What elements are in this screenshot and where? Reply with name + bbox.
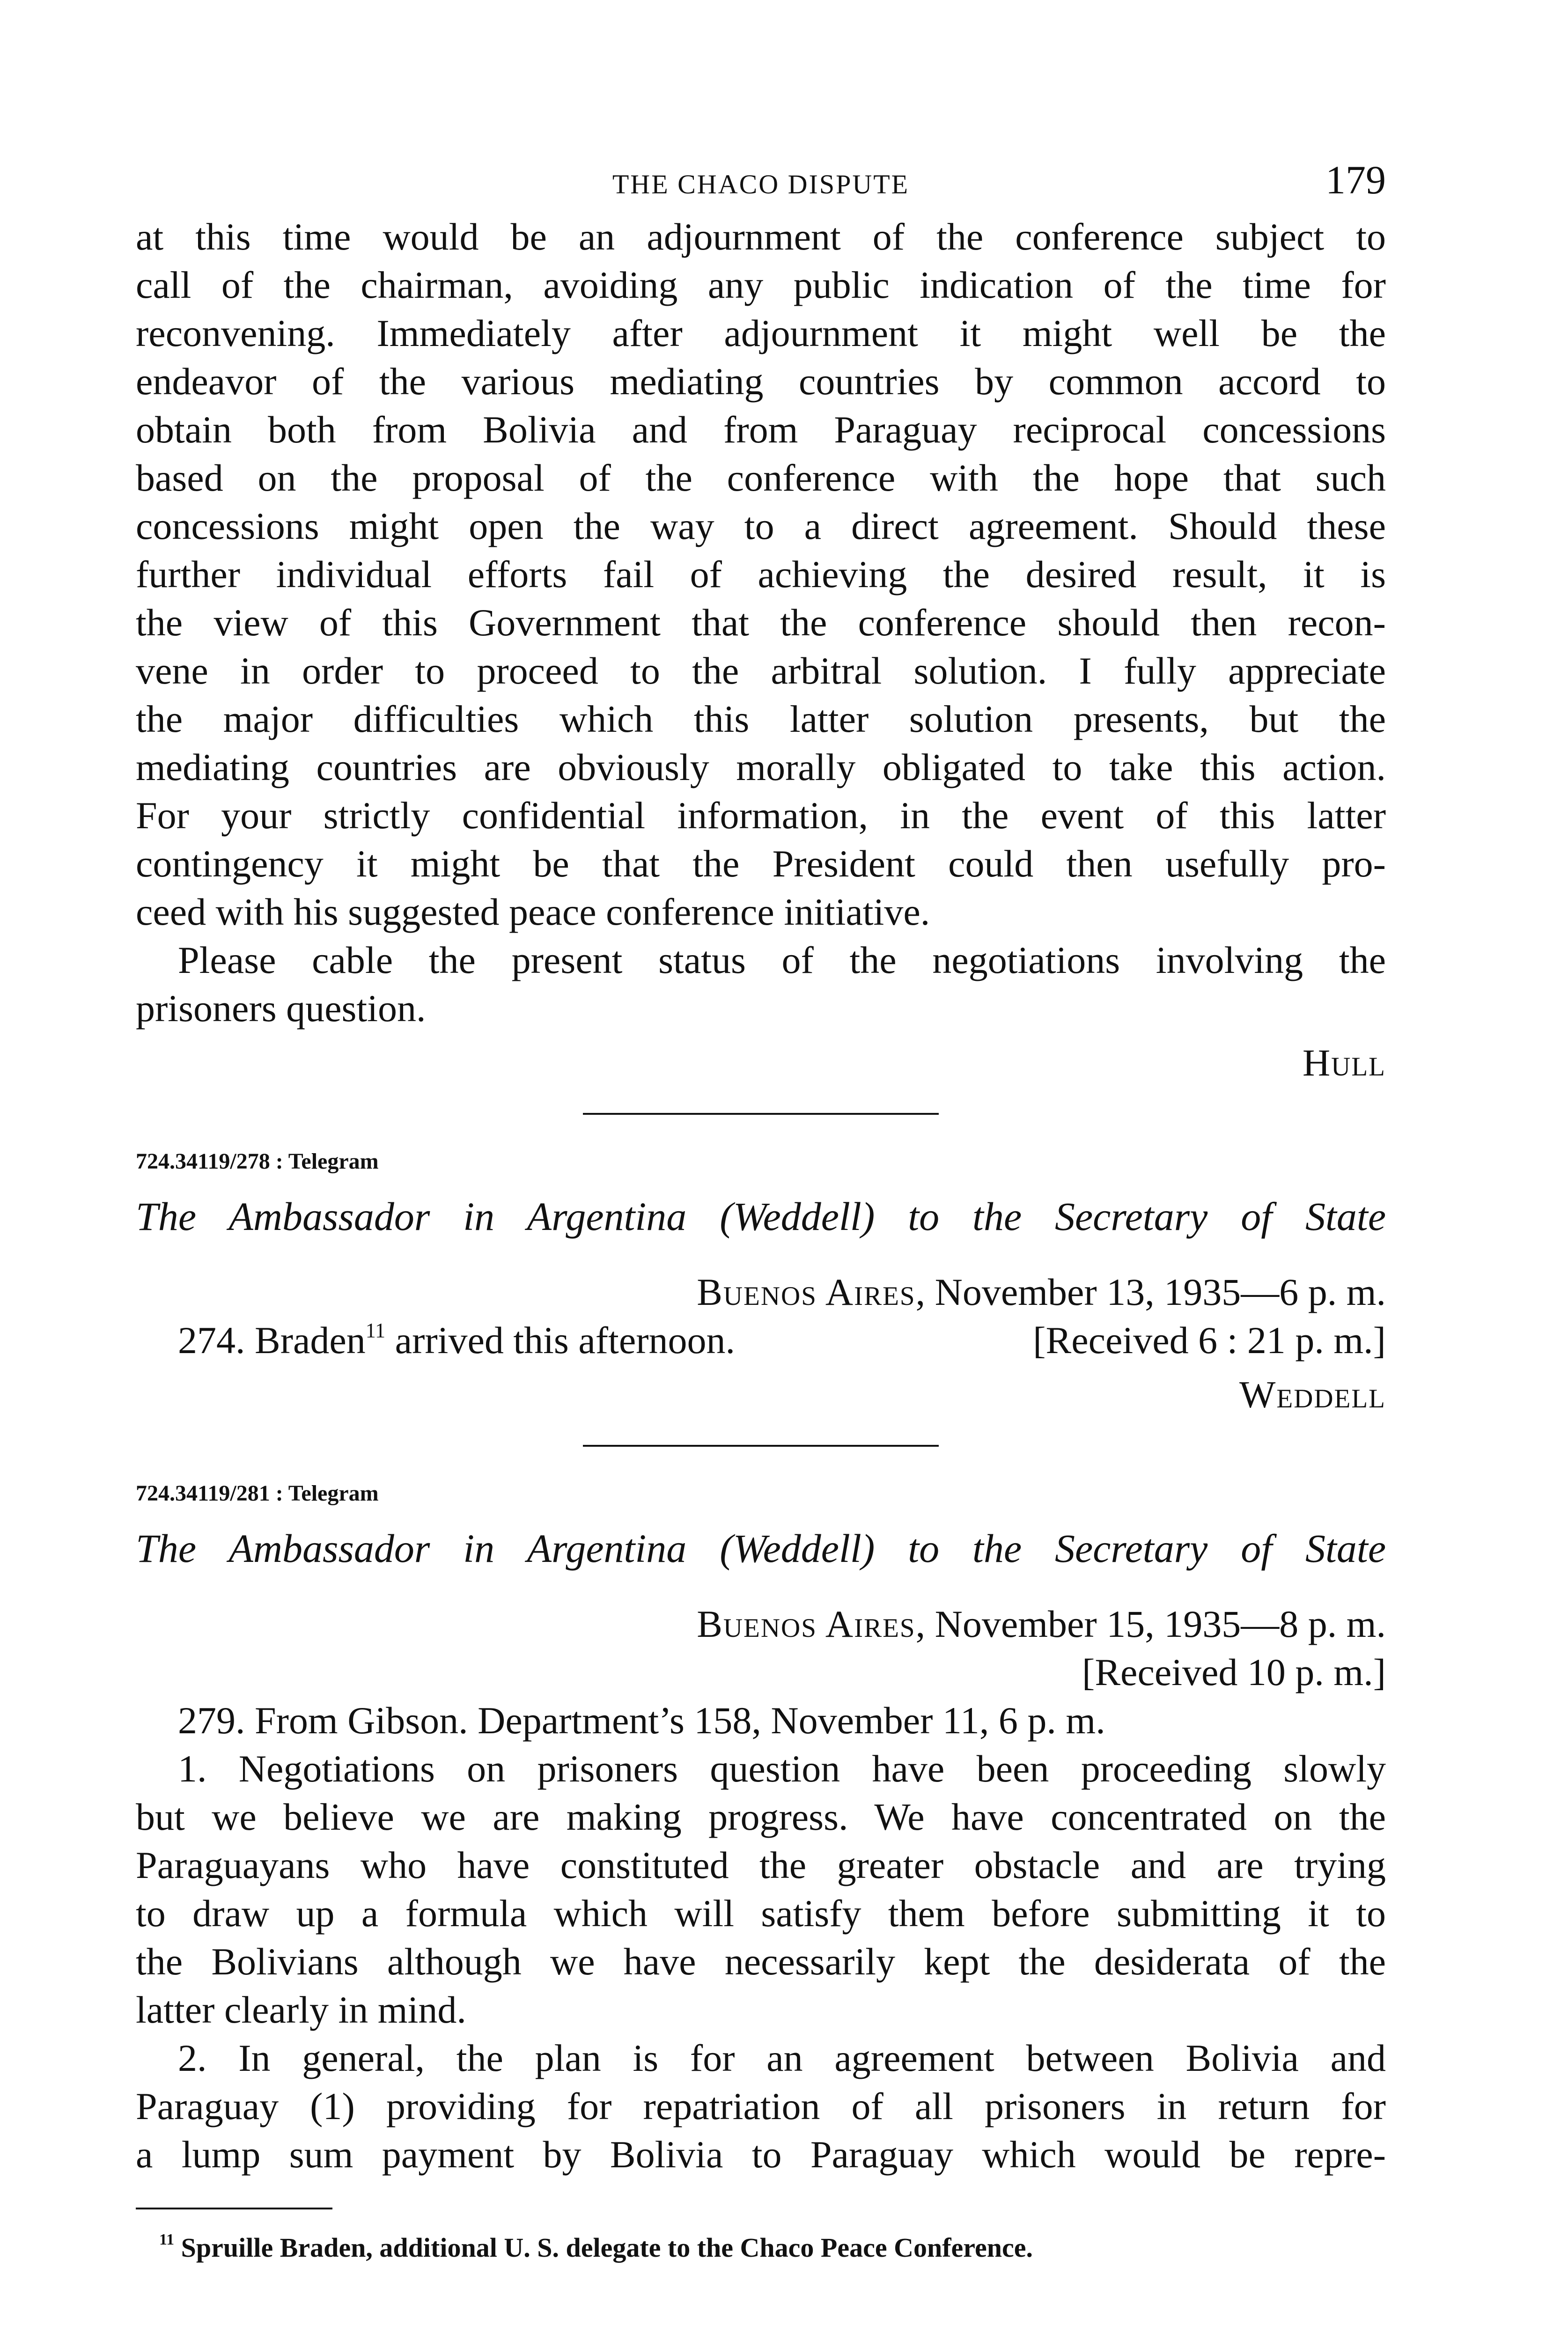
signature-hull: Hull xyxy=(1302,1041,1386,1084)
footnote-mark: 11 xyxy=(159,2231,175,2248)
text-line: For your strictly confidential information, in the event of this latter xyxy=(136,794,1386,837)
text-line: concessions might open the way to a direct agreement. Should these xyxy=(136,505,1386,547)
text-line: call of the chairman, avoiding any public indication of the time for xyxy=(136,264,1386,306)
text-line: 2. In general, the plan is for an agreement between Bolivia and xyxy=(178,2037,1386,2079)
text-line: further individual efforts fail of achieving the desired result, it is xyxy=(136,553,1386,596)
text-line: vene in order to proceed to the arbitral solution. I fully appreciate xyxy=(136,649,1386,692)
text-line: reconvening. Immediately after adjournment it might well be the xyxy=(136,312,1386,354)
footnote xyxy=(136,2232,1386,2263)
dateline-place: Buenos Aires xyxy=(697,1603,916,1645)
message-text: 274. Braden xyxy=(178,1319,366,1362)
dateline-place: Buenos Aires xyxy=(697,1271,916,1313)
text-line: 1. Negotiations on prisoners question have been proceeding slowly xyxy=(178,1747,1386,1790)
text-line: at this time would be an adjournment of the conference subject to xyxy=(136,215,1386,258)
running-title: THE CHACO DISPUTE xyxy=(612,169,910,199)
message-opening: 279. From Gibson. Department’s 158, November 11, 6 p. m. xyxy=(178,1699,1105,1742)
file-reference: 724.34119/281 : Telegram xyxy=(136,1481,379,1506)
text-line: to draw up a formula which will satisfy them before submitting it to xyxy=(136,1892,1386,1935)
text-line: but we believe we are making progress. We have concentrated on the xyxy=(136,1796,1386,1838)
text-line: latter clearly in mind. xyxy=(136,1988,466,2031)
cable-paragraph xyxy=(136,936,1386,1032)
text-line: contingency it might be that the President could then usefully pro- xyxy=(136,842,1386,885)
text-line: the Bolivians although we have necessarily kept the desiderata of the xyxy=(136,1940,1386,1983)
dateline-date: , November 13, 1935—6 p. m. xyxy=(915,1271,1386,1313)
text-line: Paraguay (1) providing for repatriation of all prisoners in return for xyxy=(136,2085,1386,2128)
text-line: prisoners question. xyxy=(136,987,426,1030)
text-line: endeavor of the various mediating countries by common accord to xyxy=(136,360,1386,403)
signature-weddell: Weddell xyxy=(1239,1373,1386,1416)
section-divider xyxy=(583,1113,939,1115)
text-line: ceed with his suggested peace conference initiative. xyxy=(136,891,930,933)
dateline-date: , November 15, 1935—8 p. m. xyxy=(915,1603,1386,1645)
intro-paragraph xyxy=(136,213,1386,936)
dateline xyxy=(136,1600,1386,1696)
numbered-paragraph-2 xyxy=(136,2034,1386,2179)
text-line: mediating countries are obviously morally obligated to take this action. xyxy=(136,746,1386,788)
text-line: obtain both from Bolivia and from Paraguay reciprocal concessions xyxy=(136,408,1386,451)
text-line: based on the proposal of the conference with the hope that such xyxy=(136,456,1386,499)
text-line: the major difficulties which this latter solution presents, but the xyxy=(136,698,1386,740)
section-divider xyxy=(583,1445,939,1447)
received-time: [Received 10 p. m.] xyxy=(1082,1651,1386,1693)
numbered-paragraph-1 xyxy=(136,1745,1386,2034)
page-number: 179 xyxy=(1325,157,1386,202)
footnote-reference: 11 xyxy=(365,1319,386,1342)
text-line: Please cable the present status of the negotiations involving the xyxy=(178,939,1386,981)
received-time: [Received 6 : 21 p. m.] xyxy=(1033,1319,1386,1362)
running-header xyxy=(136,159,1386,206)
footnote-divider xyxy=(136,2208,332,2209)
document-title: The Ambassador in Argentina (Weddell) to the Secretary of State xyxy=(136,1194,1386,1239)
file-reference: 724.34119/278 : Telegram xyxy=(136,1149,379,1174)
text-line: Paraguayans who have constituted the greater obstacle and are trying xyxy=(136,1844,1386,1886)
text-line: the view of this Government that the conference should then recon- xyxy=(136,601,1386,644)
document-title: The Ambassador in Argentina (Weddell) to the Secretary of State xyxy=(136,1526,1386,1571)
document-page xyxy=(136,159,1386,2263)
text-line: a lump sum payment by Bolivia to Paraguay which would be repre- xyxy=(136,2133,1386,2176)
message-text: arrived this afternoon. xyxy=(385,1319,736,1362)
footnote-text: Spruille Braden, additional U. S. delegate to the Chaco Peace Conference. xyxy=(174,2232,1033,2263)
